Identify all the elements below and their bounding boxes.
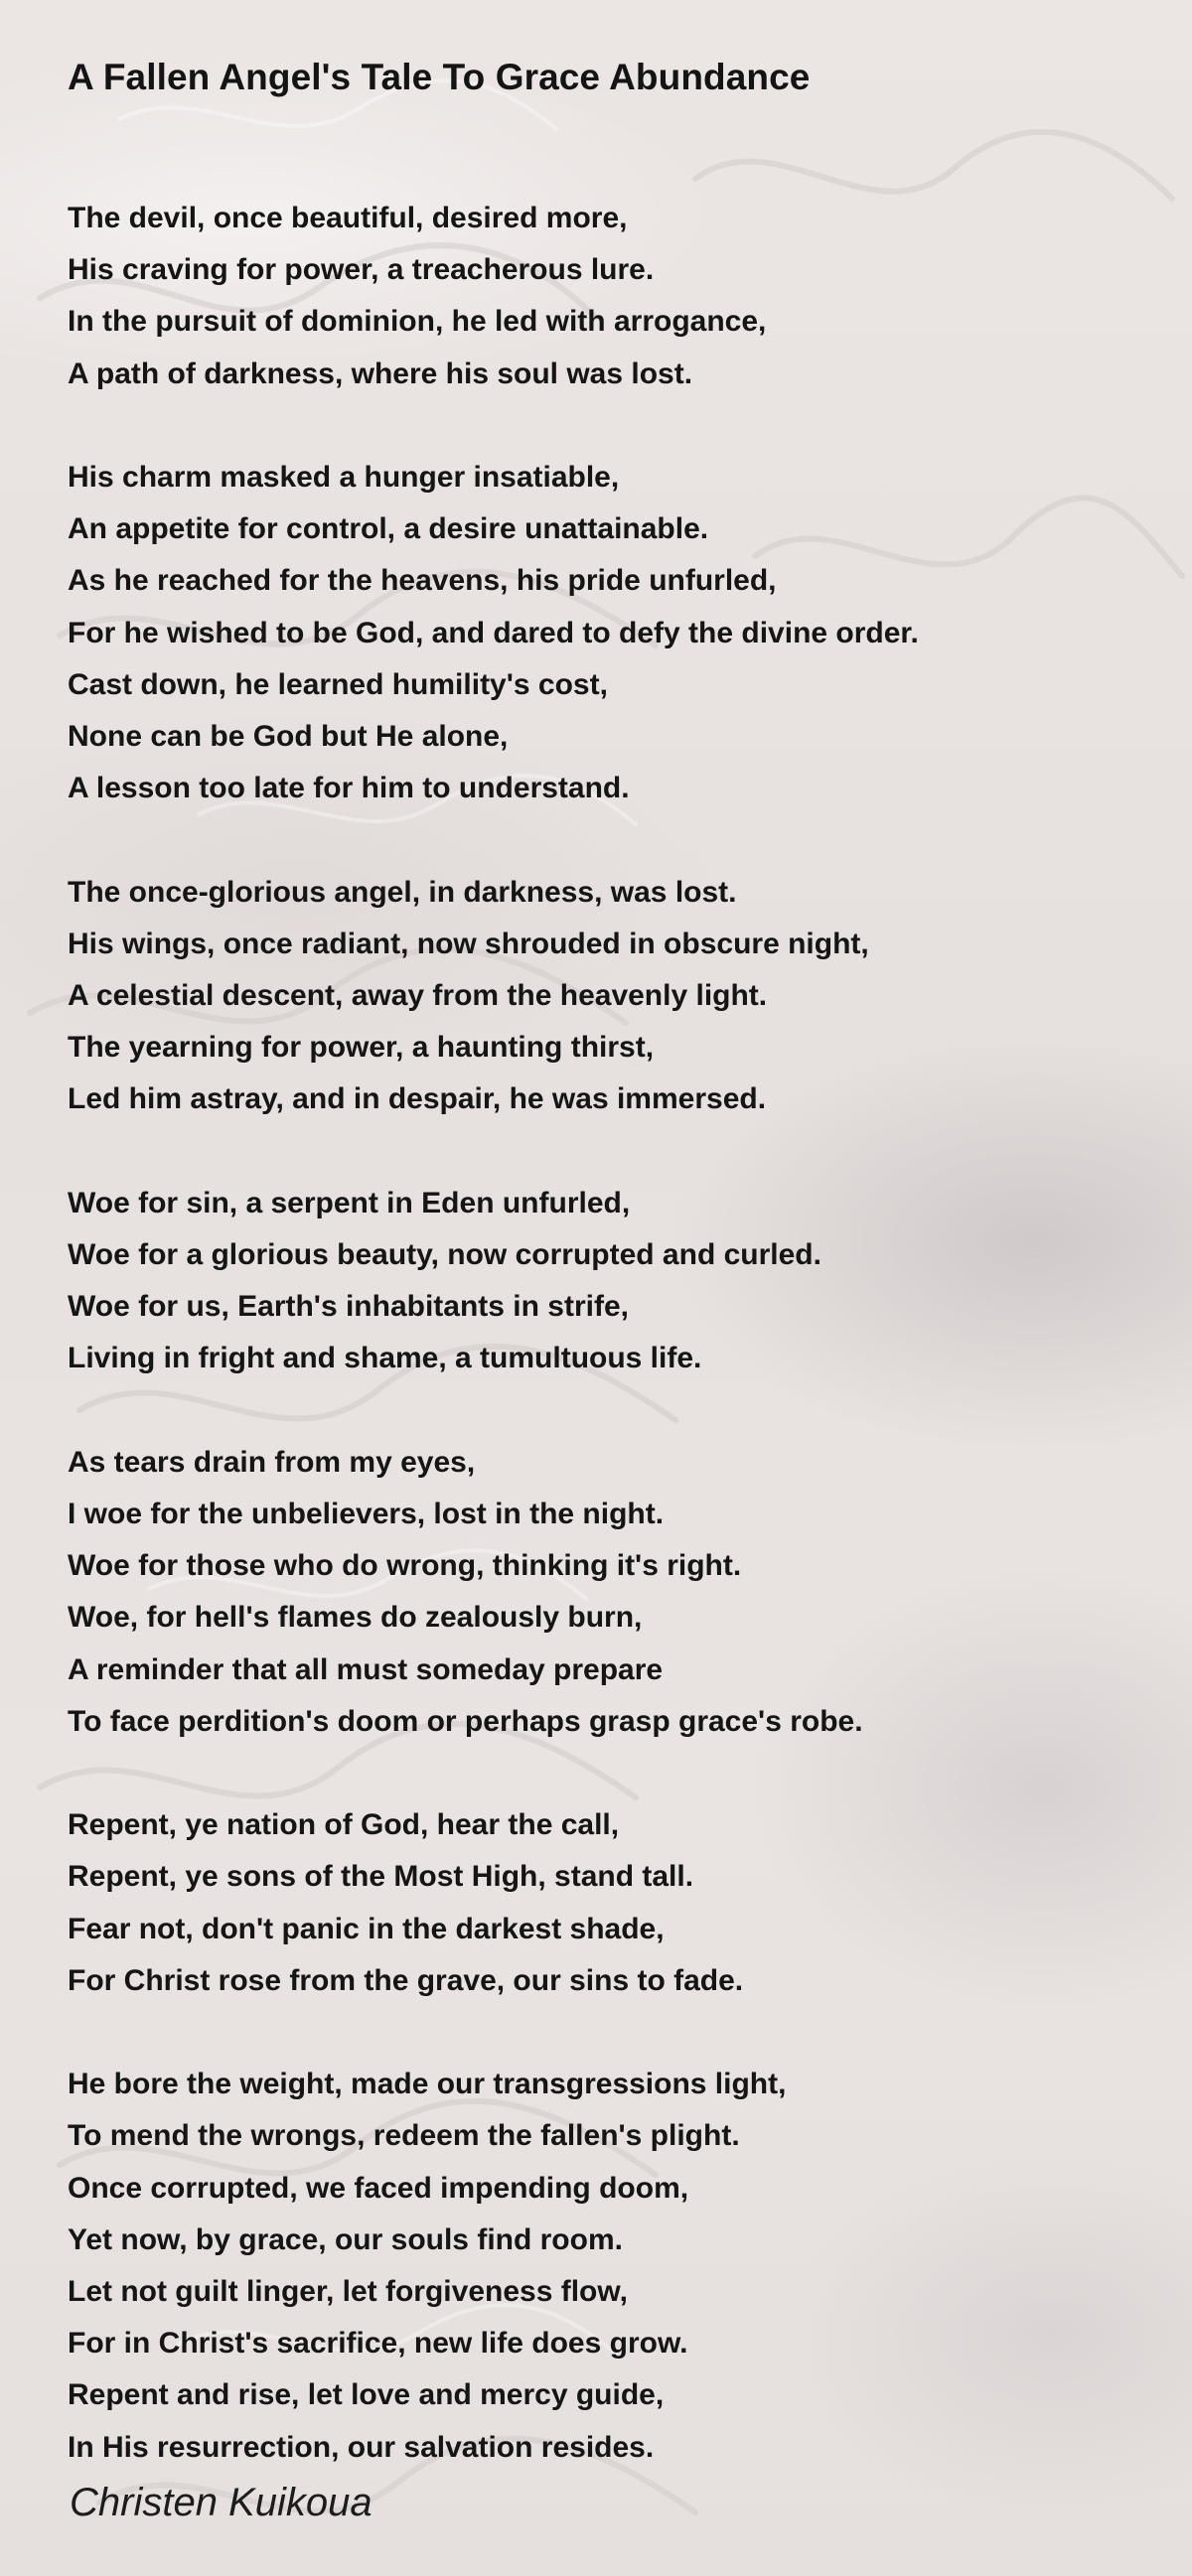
poem-line: Led him astray, and in despair, he was immersed. — [68, 1082, 767, 1116]
poem-line: The once-glorious angel, in darkness, was lost. — [68, 875, 737, 909]
poem-line: To face perdition's doom or perhaps grasp grace's robe. — [68, 1704, 863, 1738]
stanza-2 — [68, 452, 1140, 814]
poem-line: A celestial descent, away from the heavenly light. — [68, 979, 768, 1013]
poem-line: Woe, for hell's flames do zealously burn, — [68, 1601, 643, 1635]
poem-line: As tears drain from my eyes, — [68, 1445, 476, 1479]
poem-line: A lesson too late for him to understand. — [68, 772, 630, 805]
poem-line: His craving for power, a treacherous lure. — [68, 253, 655, 287]
poem-line: Once corrupted, we faced impending doom, — [68, 2171, 689, 2205]
poem-line: None can be God but He alone, — [68, 720, 509, 754]
poem-line: Yet now, by grace, our souls find room. — [68, 2222, 623, 2256]
poem-line: An appetite for control, a desire unattainable. — [68, 512, 709, 546]
poem-line: Woe for those who do wrong, thinking it's right. — [68, 1549, 742, 1583]
stanza-5 — [68, 1437, 1140, 1748]
poem-line: Cast down, he learned humility's cost, — [68, 667, 608, 701]
poem-body — [68, 193, 1140, 2474]
poem-line: In the pursuit of dominion, he led with arrogance, — [68, 305, 767, 339]
poem-line: A reminder that all must someday prepare — [68, 1652, 664, 1686]
poem-line: The devil, once beautiful, desired more, — [68, 202, 628, 234]
poem-line: For in Christ's sacrifice, new life does grow. — [68, 2327, 688, 2361]
poem-line: I woe for the unbelievers, lost in the night. — [68, 1498, 665, 1531]
poem-author: Christen Kuikoua — [70, 2481, 372, 2524]
poem-line: Living in fright and shame, a tumultuous life. — [68, 1342, 702, 1375]
poem-line: He bore the weight, made our transgressions light, — [68, 2068, 787, 2101]
poem-line: The yearning for power, a haunting thirst, — [68, 1031, 655, 1065]
poem-line: Woe for a glorious beauty, now corrupted and curled. — [68, 1238, 821, 1272]
poem-line: His charm masked a hunger insatiable, — [68, 461, 620, 494]
poem-line: As he reached for the heavens, his pride unfurled, — [68, 564, 777, 598]
poem-line: Repent, ye sons of the Most High, stand tall. — [68, 1860, 694, 1894]
poem-line: A path of darkness, where his soul was lost. — [68, 357, 693, 390]
poem-line: His wings, once radiant, now shrouded in obscure night, — [68, 927, 869, 960]
poem-line: Let not guilt linger, let forgiveness flow, — [68, 2275, 628, 2309]
poem-line: In His resurrection, our salvation resides. — [68, 2430, 655, 2464]
poem-title: A Fallen Angel's Tale To Grace Abundance — [68, 57, 811, 97]
stanza-1 — [68, 193, 1140, 400]
poem-page — [68, 48, 1140, 2464]
poem-line: To mend the wrongs, redeem the fallen's plight. — [68, 2119, 740, 2153]
poem-line: Repent, ye nation of God, hear the call, — [68, 1808, 620, 1842]
poem-line: Repent and rise, let love and mercy guide, — [68, 2378, 665, 2412]
stanza-7 — [68, 2059, 1140, 2474]
stanza-3 — [68, 867, 1140, 1126]
poem-line: For he wished to be God, and dared to defy the divine order. — [68, 616, 919, 649]
poem-line: For Christ rose from the grave, our sins to fade. — [68, 1963, 744, 1997]
poem-line: Fear not, don't panic in the darkest shade, — [68, 1912, 665, 1945]
poem-line: Woe for sin, a serpent in Eden unfurled, — [68, 1186, 631, 1219]
stanza-6 — [68, 1799, 1140, 2007]
poem-line: Woe for us, Earth's inhabitants in strife, — [68, 1290, 629, 1324]
stanza-4 — [68, 1178, 1140, 1385]
